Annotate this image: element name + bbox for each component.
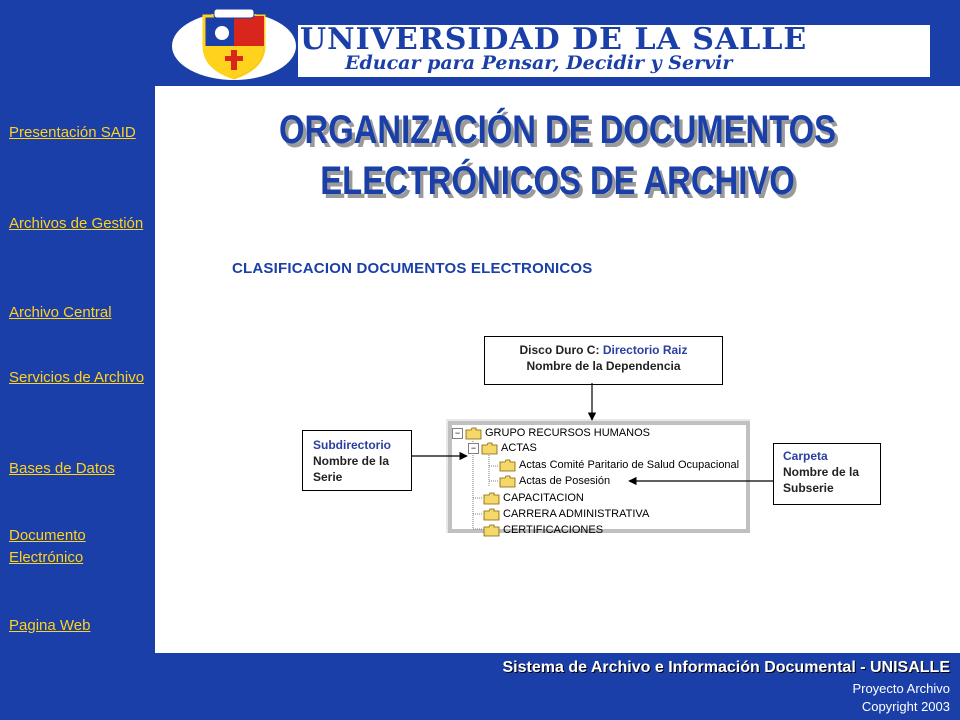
- tree-item-label: CAPACITACION: [503, 492, 584, 504]
- folder-title: Carpeta: [783, 449, 828, 463]
- folder-line-2: Nombre de la: [783, 465, 860, 479]
- footer-subtitle: Proyecto Archivo: [852, 681, 950, 696]
- disk-label: Disco Duro C:: [519, 343, 600, 357]
- nav-link-documento-electronico[interactable]: Documento Electrónico: [9, 527, 86, 566]
- university-slogan: Educar para Pensar, Decidir y Servir: [345, 52, 733, 74]
- university-shield-logo: [170, 6, 298, 80]
- nav-link-bases-de-datos[interactable]: Bases de Datos: [9, 460, 115, 477]
- nav-link-archivos-de-gestion[interactable]: Archivos de Gestión: [9, 215, 144, 232]
- tree-item-label: CERTIFICACIONES: [503, 524, 604, 536]
- folder-line-3: Subserie: [783, 481, 834, 495]
- nav-link-archivo-central[interactable]: Archivo Central: [9, 304, 112, 321]
- tree-item-label: Actas de Posesión: [519, 475, 611, 487]
- dependency-name-label: Nombre de la Dependencia: [526, 359, 681, 373]
- section-heading: CLASIFICACION DOCUMENTOS ELECTRONICOS: [232, 260, 593, 277]
- tree-item-label: ACTAS: [501, 442, 537, 454]
- root-directory-label: Directorio Raiz: [602, 343, 688, 357]
- footer-copyright: Copyright 2003: [861, 699, 950, 714]
- footer-title: Sistema de Archivo e Información Documental - UNISALLE: [502, 659, 950, 676]
- subdirectory-line-2: Nombre de la: [313, 454, 390, 468]
- diagram-arrows: [155, 86, 960, 653]
- collapse-icon[interactable]: −: [452, 428, 463, 439]
- main-content: [155, 86, 960, 653]
- page-title-line-2: ELECTRÓNICOS DE ARCHIVO: [320, 159, 795, 203]
- sidebar-nav: [0, 86, 155, 653]
- tree-item-label: Actas Comité Paritario de Salud Ocupacional: [519, 459, 740, 471]
- nav-link-pagina-web[interactable]: Pagina Web: [9, 617, 91, 634]
- collapse-icon[interactable]: −: [468, 443, 479, 454]
- header-banner: [0, 0, 960, 86]
- page-title-line-1: ORGANIZACIÓN DE DOCUMENTOS: [278, 108, 837, 152]
- nav-link-servicios-de-archivo[interactable]: Servicios de Archivo: [9, 369, 145, 386]
- tree-item-label: GRUPO RECURSOS HUMANOS: [485, 427, 651, 439]
- tree-item-label: CARRERA ADMINISTRATIVA: [503, 508, 650, 520]
- university-title: UNIVERSIDAD DE LA SALLE: [300, 22, 808, 57]
- subdirectory-line-3: Serie: [313, 470, 343, 484]
- subdirectory-title: Subdirectorio: [313, 438, 392, 452]
- nav-link-presentacion-said[interactable]: Presentación SAID: [9, 124, 136, 141]
- footer: [0, 653, 960, 720]
